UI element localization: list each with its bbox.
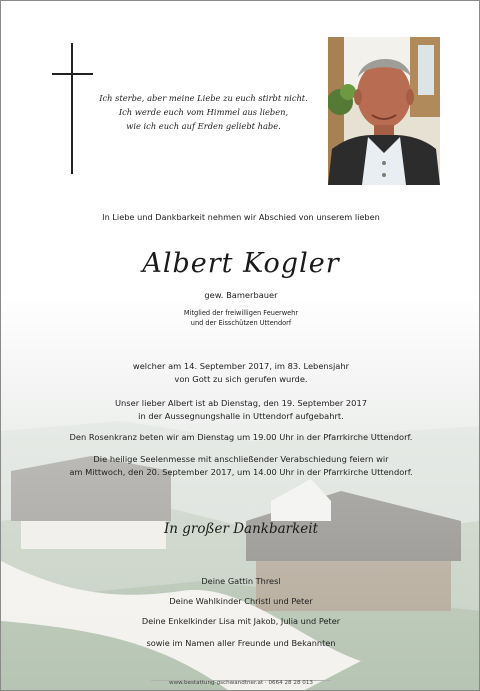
membership-text	[1, 309, 480, 328]
portrait-photo	[328, 37, 440, 185]
funeral-mass-info	[1, 453, 480, 479]
family-line: Deine Gattin Thresl	[201, 576, 281, 586]
deceased-nickname: gew. Bamerbauer	[204, 290, 278, 300]
intro-text: In Liebe und Dankbarkeit nehmen wir Abschied von unserem lieben	[102, 212, 380, 222]
family-line: Deine Enkelkinder Lisa mit Jakob, Julia und Peter	[141, 616, 341, 626]
family-line: sowie im Namen aller Freunde und Bekannten	[146, 638, 336, 648]
memorial-verse	[96, 91, 311, 133]
paragraph-line: Unser lieber Albert ist ab Dienstag, den 19. September 2017	[114, 398, 368, 408]
verse-line: Ich sterbe, aber meine Liebe zu euch stirbt nicht.	[99, 93, 308, 103]
membership-line: und der Eisschützen Uttendorf	[190, 318, 292, 327]
deceased-name: Albert Kogler	[142, 248, 340, 279]
verse-line: wie ich euch auf Erden geliebt habe.	[126, 121, 281, 131]
paragraph-line: in der Aussegnungshalle in Uttendorf aufgebahrt.	[138, 410, 344, 421]
paragraph-line: am Mittwoch, den 20. September 2017, um 14.00 Uhr in der Pfarrkirche Uttendorf.	[69, 466, 413, 477]
footer	[1, 677, 480, 691]
paragraph-line: von Gott zu sich gerufen wurde.	[174, 373, 308, 384]
cross-icon-bar	[52, 73, 93, 75]
gratitude-heading: In großer Dankbarkeit	[163, 521, 319, 537]
rosary-info	[1, 431, 480, 444]
family-line: Deine Wahlkinder Christl und Peter	[169, 596, 313, 606]
footer-contact: www.bestattung-gschwandtner.at · 0664 28 28 013	[169, 680, 313, 686]
death-announcement	[1, 360, 480, 386]
laying-in-state-info	[1, 397, 480, 423]
paragraph-line: Die heilige Seelenmesse mit anschließender Verabschiedung feiern wir	[93, 454, 389, 464]
verse-line: Ich werde euch vom Himmel aus lieben,	[118, 107, 289, 117]
cross-icon	[71, 43, 73, 174]
membership-line: Mitglied der freiwilligen Feuerwehr	[183, 309, 299, 317]
paragraph-line: welcher am 14. September 2017, im 83. Lebensjahr	[132, 361, 350, 371]
paragraph-line: Den Rosenkranz beten wir am Dienstag um 19.00 Uhr in der Pfarrkirche Uttendorf.	[69, 432, 413, 442]
